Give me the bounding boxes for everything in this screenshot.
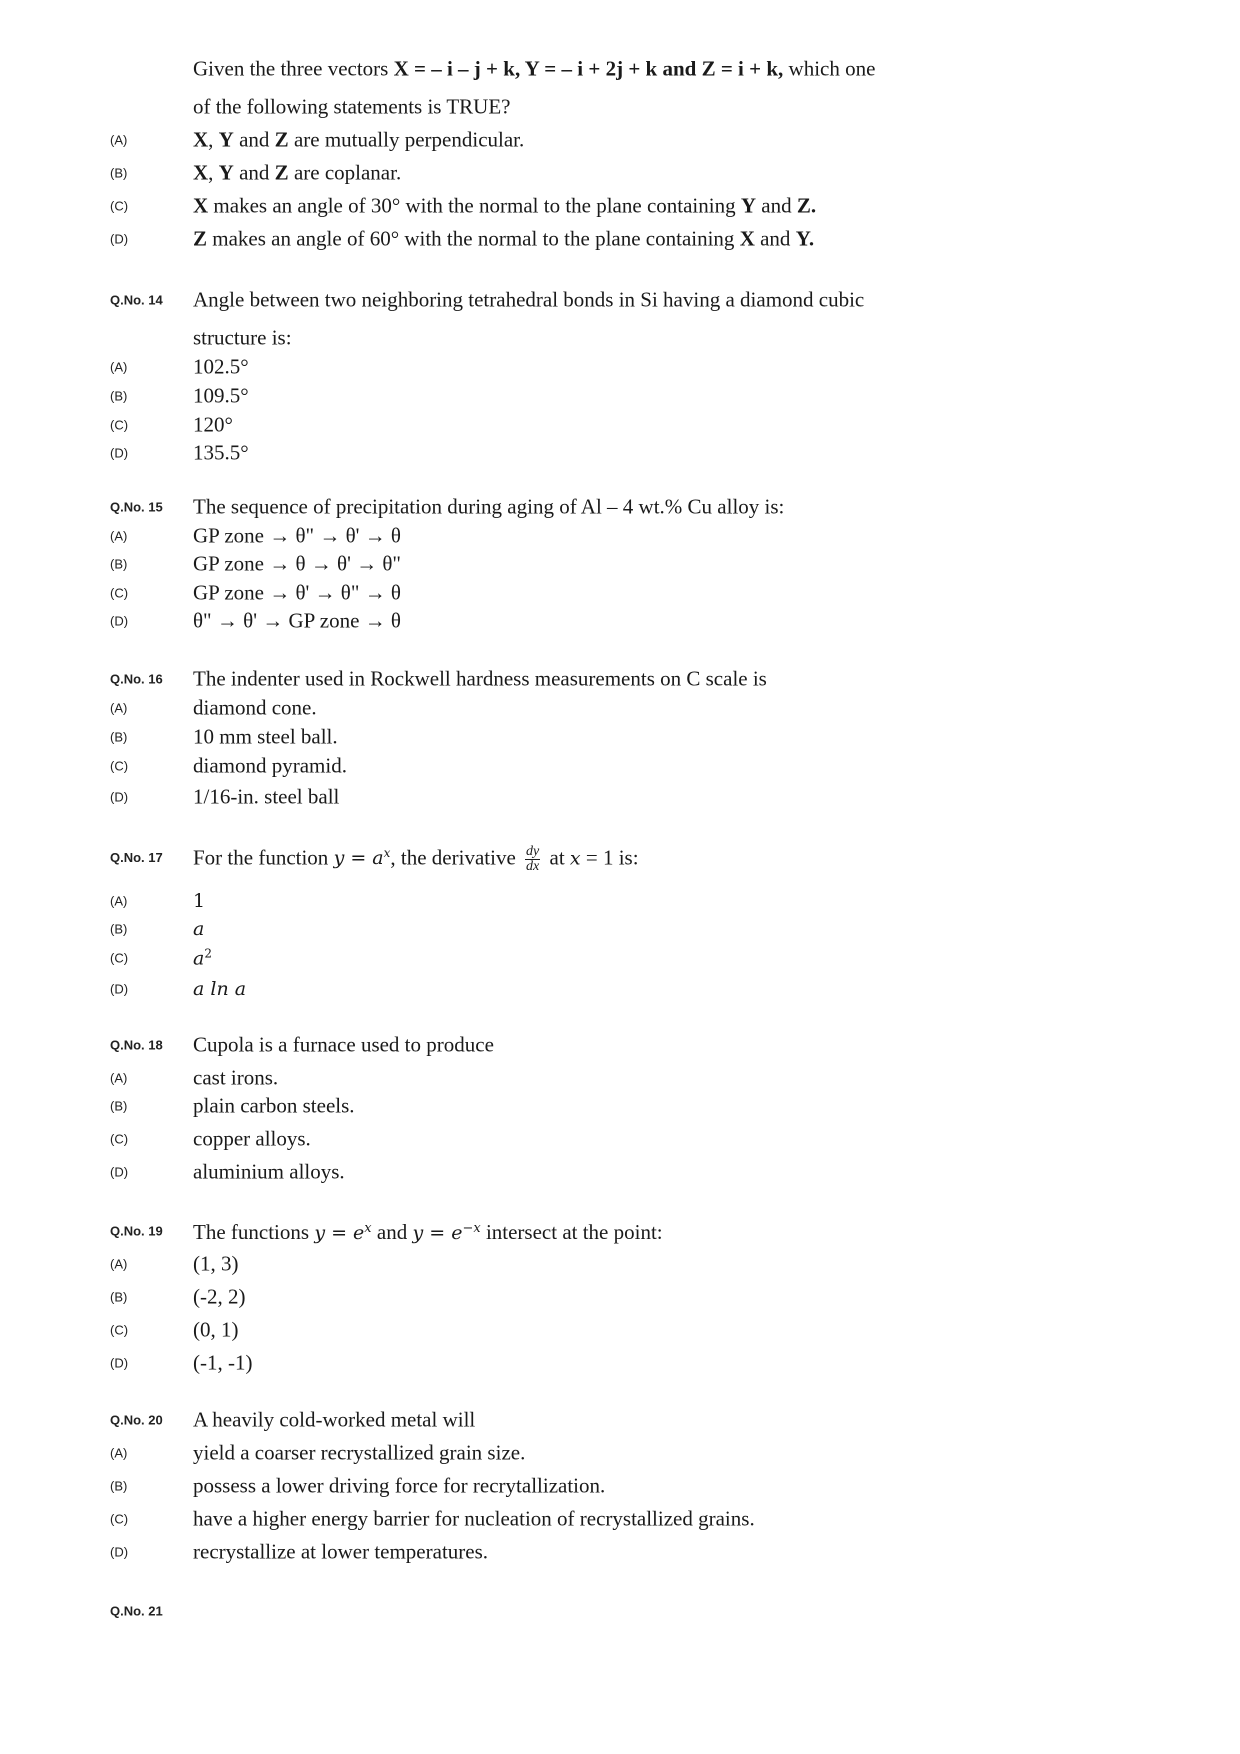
question-text: The indenter used in Rockwell hardness measurements on C scale is — [193, 666, 767, 691]
q18-option-c — [0, 1124, 1240, 1154]
option-superscript: 2 — [204, 946, 212, 961]
q17-option-b — [0, 914, 1240, 944]
vector-x: X — [193, 193, 209, 218]
question-text: A heavily cold-worked metal will — [193, 1407, 476, 1432]
stem-text: , the derivative — [390, 845, 522, 870]
text-part: are mutually perpendicular. — [288, 127, 525, 152]
option-label: (C) — [110, 1131, 129, 1147]
text-part: and — [233, 127, 275, 152]
option-label: (B) — [110, 1478, 128, 1494]
option-text: θ" → θ' → GP zone → θ — [193, 608, 401, 633]
vector-y: Y — [740, 193, 757, 218]
text-part: , — [208, 127, 219, 152]
option-text: (1, 3) — [193, 1251, 239, 1276]
q13-option-a — [0, 125, 1240, 155]
question-number: Q.No. 19 — [110, 1223, 163, 1239]
question-number: Q.No. 15 — [110, 499, 163, 515]
option-text: aluminium alloys. — [193, 1159, 345, 1184]
option-label: (A) — [110, 132, 128, 148]
question-number: Q.No. 20 — [110, 1412, 163, 1428]
question-text: The sequence of precipitation during aging of Al – 4 wt.% Cu alloy is: — [193, 494, 785, 519]
option-label: (D) — [110, 1355, 129, 1371]
q13-stem-pre: Given the three vectors — [193, 56, 394, 81]
option-text: (-2, 2) — [193, 1284, 246, 1309]
equation-1-exponent: x — [364, 1220, 372, 1236]
option-text: a ln a — [193, 978, 247, 1000]
question-text: Cupola is a furnace used to produce — [193, 1032, 494, 1057]
option-label: (A) — [110, 700, 128, 716]
q19-option-a — [0, 1249, 1240, 1279]
option-label: (D) — [110, 613, 129, 629]
question-text: structure is: — [193, 325, 292, 350]
option-label: (D) — [110, 445, 129, 461]
option-text: GP zone → θ" → θ' → θ — [193, 523, 401, 548]
option-text: recrystallize at lower temperatures. — [193, 1539, 489, 1564]
vector-x: X — [193, 127, 209, 152]
q17-option-a — [0, 886, 1240, 916]
option-text: (-1, -1) — [193, 1350, 253, 1375]
option-text: GP zone → θ → θ' → θ" — [193, 551, 401, 576]
variable-x: x — [569, 847, 581, 870]
derivative-fraction — [525, 845, 540, 874]
function-expression: y = a — [333, 847, 384, 870]
q17-option-c — [0, 943, 1240, 973]
option-text: 10 mm steel ball. — [193, 724, 338, 749]
option-text: a — [193, 918, 205, 940]
q13-option-d — [0, 224, 1240, 254]
option-text: 1/16-in. steel ball — [193, 784, 340, 809]
text-part: makes an angle of 30° with the normal to the plane containing — [208, 193, 741, 218]
option-label: (D) — [110, 1544, 129, 1560]
q13-stem-line2 — [0, 92, 1240, 122]
option-label: (B) — [110, 556, 128, 572]
text-part: and — [754, 226, 796, 251]
option-text: 102.5° — [193, 354, 249, 379]
question-number: Q.No. 21 — [110, 1603, 163, 1619]
option-label: (C) — [110, 198, 129, 214]
option-label: (A) — [110, 359, 128, 375]
option-label: (B) — [110, 388, 128, 404]
text-part: and — [756, 193, 797, 218]
option-label: (A) — [110, 893, 128, 909]
q18-option-b — [0, 1091, 1240, 1121]
vector-x: X — [193, 160, 209, 185]
vector-y: Y — [218, 160, 234, 185]
stem-text: = 1 is: — [580, 845, 639, 870]
option-text: cast irons. — [193, 1065, 279, 1090]
option-label: (A) — [110, 528, 128, 544]
q13-vector-equation: X = – i – j + k, Y = – i + 2j + k and Z = i + k, — [393, 56, 784, 81]
option-text: yield a coarser recrystallized grain size. — [193, 1440, 526, 1465]
q14-option-a — [0, 352, 1240, 382]
option-label: (D) — [110, 789, 129, 805]
q13-stem-post: which one — [783, 56, 876, 81]
q13-option-c — [0, 191, 1240, 221]
q13-option-b — [0, 158, 1240, 188]
fraction-numerator: dy — [526, 844, 540, 860]
option-label: (C) — [110, 1322, 129, 1338]
option-label: (B) — [110, 1098, 128, 1114]
text-part: , — [208, 160, 219, 185]
question-text: Angle between two neighboring tetrahedral bonds in Si having a diamond cubic — [193, 287, 865, 312]
vector-z: Z — [274, 160, 289, 185]
q20-option-a — [0, 1438, 1240, 1468]
text-part: and — [233, 160, 275, 185]
option-text: (0, 1) — [193, 1317, 239, 1342]
option-label: (D) — [110, 1164, 129, 1180]
stem-text: The functions — [193, 1220, 315, 1245]
stem-text: and — [371, 1220, 413, 1245]
fraction-denominator: dx — [526, 859, 540, 875]
q19-option-d — [0, 1348, 1240, 1378]
q14-option-d — [0, 438, 1240, 468]
option-text: 109.5° — [193, 383, 249, 408]
q16-option-c — [0, 751, 1240, 781]
option-label: (B) — [110, 921, 128, 937]
option-text: a — [193, 947, 205, 970]
option-label: (A) — [110, 1070, 128, 1086]
q15-option-b — [0, 549, 1240, 579]
q18-option-a — [0, 1063, 1240, 1093]
q14-stem — [0, 285, 1240, 315]
q15-option-c — [0, 578, 1240, 608]
q20-option-d — [0, 1537, 1240, 1567]
option-text: plain carbon steels. — [193, 1093, 355, 1118]
q15-stem — [0, 492, 1240, 522]
option-text: GP zone → θ' → θ" → θ — [193, 580, 401, 605]
q13-stem-line1 — [0, 54, 1240, 84]
stem-text: intersect at the point: — [480, 1220, 663, 1245]
question-number: Q.No. 14 — [110, 292, 163, 308]
option-text: 1 — [193, 890, 206, 912]
q13-stem-text2: of the following statements is TRUE? — [193, 94, 511, 119]
option-text: diamond cone. — [193, 695, 317, 720]
q18-stem — [0, 1030, 1240, 1060]
question-number: Q.No. 16 — [110, 671, 163, 687]
option-label: (D) — [110, 981, 129, 997]
q18-option-d — [0, 1157, 1240, 1187]
option-label: (C) — [110, 585, 129, 601]
vector-x: X — [739, 226, 755, 251]
q16-option-d — [0, 782, 1240, 812]
option-label: (B) — [110, 1289, 128, 1305]
q21-stem — [0, 1596, 1240, 1626]
q17-stem — [0, 838, 1240, 878]
q16-option-b — [0, 722, 1240, 752]
q19-option-b — [0, 1282, 1240, 1312]
q16-option-a — [0, 693, 1240, 723]
q20-option-b — [0, 1471, 1240, 1501]
text-part: are coplanar. — [288, 160, 402, 185]
vector-z: Z — [274, 127, 289, 152]
option-label: (C) — [110, 1511, 129, 1527]
q16-stem — [0, 664, 1240, 694]
equation-2-exponent: −x — [462, 1220, 481, 1236]
text-part: makes an angle of 60° with the normal to the plane containing — [207, 226, 740, 251]
q14-option-c — [0, 410, 1240, 440]
q15-option-a — [0, 521, 1240, 551]
stem-text: For the function — [193, 845, 334, 870]
q14-option-b — [0, 381, 1240, 411]
question-number: Q.No. 17 — [110, 850, 163, 865]
stem-text: at — [544, 845, 570, 870]
option-label: (D) — [110, 231, 129, 247]
option-text: 135.5° — [193, 440, 249, 465]
vector-y: Y. — [795, 226, 815, 251]
q14-stem-line2 — [0, 323, 1240, 353]
option-text: diamond pyramid. — [193, 753, 347, 778]
q15-option-d — [0, 606, 1240, 636]
question-number: Q.No. 18 — [110, 1037, 163, 1053]
q17-option-d — [0, 974, 1240, 1004]
vector-y: Y — [218, 127, 234, 152]
option-label: (A) — [110, 1445, 128, 1461]
q20-option-c — [0, 1504, 1240, 1534]
option-text: have a higher energy barrier for nucleation of recrystallized grains. — [193, 1506, 755, 1531]
option-label: (C) — [110, 758, 129, 774]
q19-stem — [0, 1216, 1240, 1246]
option-text: 120° — [193, 412, 233, 437]
equation-2: y = e — [412, 1222, 463, 1245]
q20-stem — [0, 1405, 1240, 1435]
option-label: (A) — [110, 1256, 128, 1272]
option-text: possess a lower driving force for recrytallization. — [193, 1473, 606, 1498]
option-label: (C) — [110, 950, 129, 966]
option-label: (B) — [110, 729, 128, 745]
option-text: copper alloys. — [193, 1126, 311, 1151]
option-label: (B) — [110, 165, 128, 181]
equation-1: y = e — [314, 1222, 365, 1245]
q19-option-c — [0, 1315, 1240, 1345]
vector-z: Z. — [796, 193, 817, 218]
vector-z: Z — [193, 226, 208, 251]
option-label: (C) — [110, 417, 129, 433]
function-exponent: x — [383, 845, 391, 860]
